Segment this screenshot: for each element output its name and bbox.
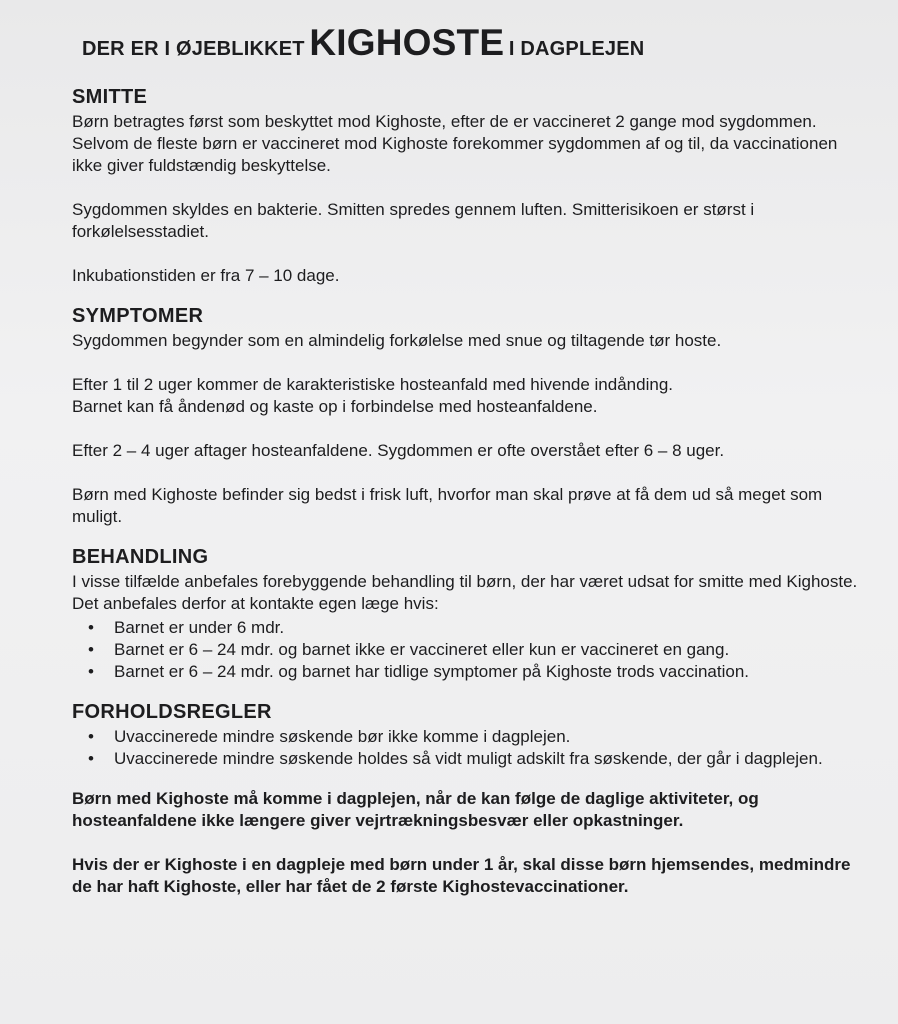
bullet-icon: • (88, 618, 94, 637)
title-main: KIGHOSTE (309, 22, 505, 63)
list-item-text: Barnet er 6 – 24 mdr. og barnet har tidlige symptomer på Kighoste trods vaccination. (114, 662, 750, 681)
list-item-text: Barnet er 6 – 24 mdr. og barnet ikke er vaccineret eller kun er vaccineret en gang. (114, 640, 730, 659)
list-item (88, 748, 858, 770)
list-item (88, 661, 858, 683)
section-smitte (72, 86, 858, 287)
paragraph: Børn med Kighoste befinder sig bedst i frisk luft, hvorfor man skal prøve at få dem ud så meget som muligt. (72, 485, 823, 526)
closing-paragraph: Hvis der er Kighoste i en dagpleje med børn under 1 år, skal disse børn hjemsendes, medmindre de har haft Kighoste, eller har fået de 2 første Kighostevaccinationer. (72, 855, 851, 896)
bullet-list (72, 617, 858, 683)
paragraph: Efter 1 til 2 uger kommer de karakteristiske hosteanfald med hivende indånding. (72, 375, 673, 394)
bullet-icon: • (88, 662, 94, 681)
bullet-icon: • (88, 749, 94, 768)
bullet-icon: • (88, 640, 94, 659)
section-forholdsregler (72, 701, 858, 770)
list-item-text: Barnet er under 6 mdr. (114, 618, 285, 637)
list-item-text: Uvaccinerede mindre søskende holdes så vidt muligt adskilt fra søskende, der går i dagplejen. (114, 749, 823, 768)
heading-behandling: BEHANDLING (72, 546, 209, 568)
paragraph: Inkubationstiden er fra 7 – 10 dage. (72, 266, 340, 285)
paragraph: Sygdommen skyldes en bakterie. Smitten spredes gennem luften. Smitterisikoen er størst i forkølelsesstadiet. (72, 200, 755, 241)
title-suffix: I DAGPLEJEN (508, 38, 645, 60)
list-item (88, 726, 858, 748)
closing-paragraph: Børn med Kighoste må komme i dagplejen, når de kan følge de daglige aktiviteter, og hosteanfaldene ikke længere giver vejrtrækningsbesvær eller opkastninger. (72, 789, 759, 830)
paragraph: Selvom de fleste børn er vaccineret mod Kighoste forekommer sygdommen af og til, da vaccinationen ikke giver fuldstændig beskyttelse. (72, 134, 838, 175)
paragraph: Barnet kan få åndenød og kaste op i forbindelse med hosteanfaldene. (72, 397, 598, 416)
page-title (82, 22, 858, 64)
closing-notes (72, 788, 858, 898)
paragraph: I visse tilfælde anbefales forebyggende behandling til børn, der har været udsat for smitte med Kighoste. Det anbefales derfor at kontakte egen læge hvis: (72, 572, 858, 613)
paragraph: Børn betragtes først som beskyttet mod Kighoste, efter de er vaccineret 2 gange mod sygdommen. (72, 112, 817, 131)
list-item (88, 617, 858, 639)
list-item-text: Uvaccinerede mindre søskende bør ikke komme i dagplejen. (114, 727, 571, 746)
heading-forholdsregler: FORHOLDSREGLER (72, 701, 272, 723)
bullet-icon: • (88, 727, 94, 746)
paragraph: Sygdommen begynder som en almindelig forkølelse med snue og tiltagende tør hoste. (72, 331, 722, 350)
paragraph: Efter 2 – 4 uger aftager hosteanfaldene. Sygdommen er ofte overstået efter 6 – 8 uger. (72, 441, 725, 460)
title-prefix: DER ER I ØJEBLIKKET (82, 38, 305, 60)
heading-smitte: SMITTE (72, 86, 148, 108)
heading-symptomer: SYMPTOMER (72, 305, 204, 327)
bullet-list (72, 726, 858, 770)
section-symptomer (72, 305, 858, 528)
section-behandling (72, 546, 858, 683)
list-item (88, 639, 858, 661)
